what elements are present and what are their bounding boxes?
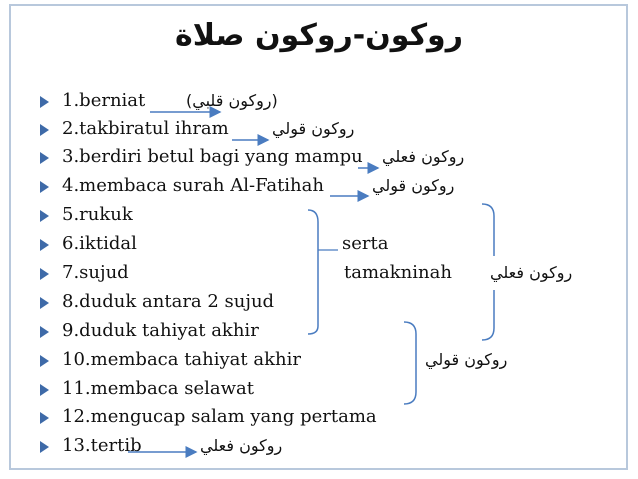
note-berdiri: روكون فعلي [382,147,465,166]
group-note-qauli: روكون قولي [425,350,508,369]
item-text: 5.rukuk [62,204,133,225]
item-text: 11.membaca selawat [62,378,254,399]
item-text: 9.duduk tahiyat akhir [62,320,259,341]
note-tertib: روكون فعلي [200,436,283,455]
item-text: 10.membaca tahiyat akhir [62,349,301,370]
note-berniat: (روكون قلبي) [186,91,278,110]
item-text: 2.takbiratul ihram [62,118,229,139]
bracket-group-fili [482,204,494,256]
item-text: 1.berniat [62,90,146,111]
item-text: 8.duduk antara 2 sujud [62,291,275,312]
serta-label: serta [342,233,389,254]
item-text: 4.membaca surah Al-Fatihah [62,175,324,196]
item-text: 3.berdiri betul bagi yang mampu [62,146,363,167]
item-text: 6.iktidal [62,233,137,254]
bracket-actions [308,210,318,334]
bracket-group-fili-lower [482,290,494,340]
bracket-group-qauli [404,322,416,404]
tamakninah-label: tamakninah [344,262,452,283]
note-takbiratul-ihram: روكون قولي [272,119,355,138]
item-text: 12.mengucap salam yang pertama [62,406,377,427]
group-note-fili: روكون فعلي [490,263,573,282]
note-fatihah: روكون قولي [372,176,455,195]
slide-title: روكون-روكون صلاة [175,18,463,53]
item-text: 7.sujud [62,262,129,283]
item-text: 13.tertib [62,435,142,456]
